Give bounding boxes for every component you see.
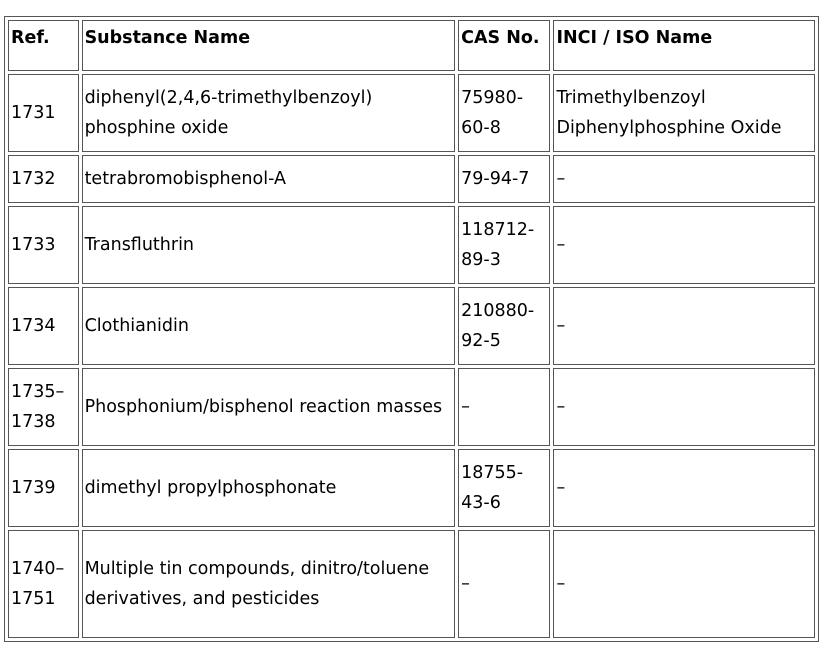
header-row	[8, 20, 815, 71]
cell-inci-name: –	[553, 287, 815, 365]
cell-inci-name: –	[553, 368, 815, 446]
table-row	[8, 449, 815, 527]
header-inci-iso-name: INCI / ISO Name	[553, 20, 815, 71]
cell-substance-name: diphenyl(2,4,6-trimethylbenzoyl) phosphine oxide	[82, 74, 456, 152]
cell-substance-name: Transfluthrin	[82, 206, 456, 284]
cell-cas-no: 75980-60-8	[458, 74, 550, 152]
cell-inci-name: –	[553, 155, 815, 203]
table-row	[8, 74, 815, 152]
cell-inci-name: Trimethylbenzoyl Diphenylphosphine Oxide	[553, 74, 815, 152]
table-row	[8, 287, 815, 365]
header-substance-name: Substance Name	[82, 20, 456, 71]
cell-substance-name: Clothianidin	[82, 287, 456, 365]
cell-cas-no: 18755-43-6	[458, 449, 550, 527]
cell-cas-no: 118712-89-3	[458, 206, 550, 284]
cell-cas-no: –	[458, 368, 550, 446]
cell-cas-no: –	[458, 530, 550, 638]
cell-substance-name: Multiple tin compounds, dinitro/toluene derivatives, and pesticides	[82, 530, 456, 638]
cell-ref: 1731	[8, 74, 79, 152]
cell-substance-name: tetrabromobisphenol-A	[82, 155, 456, 203]
cell-inci-name: –	[553, 206, 815, 284]
cell-inci-name: –	[553, 449, 815, 527]
table-row	[8, 206, 815, 284]
cell-substance-name: dimethyl propylphosphonate	[82, 449, 456, 527]
header-ref: Ref.	[8, 20, 79, 71]
cell-ref: 1740–1751	[8, 530, 79, 638]
cell-cas-no: 79-94-7	[458, 155, 550, 203]
table-row	[8, 368, 815, 446]
substance-table	[4, 16, 819, 642]
cell-substance-name: Phosphonium/bisphenol reaction masses	[82, 368, 456, 446]
cell-cas-no: 210880-92-5	[458, 287, 550, 365]
table-row	[8, 155, 815, 203]
cell-ref: 1732	[8, 155, 79, 203]
cell-ref: 1735–1738	[8, 368, 79, 446]
cell-inci-name: –	[553, 530, 815, 638]
cell-ref: 1734	[8, 287, 79, 365]
header-cas-no: CAS No.	[458, 20, 550, 71]
cell-ref: 1733	[8, 206, 79, 284]
cell-ref: 1739	[8, 449, 79, 527]
table-row	[8, 530, 815, 638]
